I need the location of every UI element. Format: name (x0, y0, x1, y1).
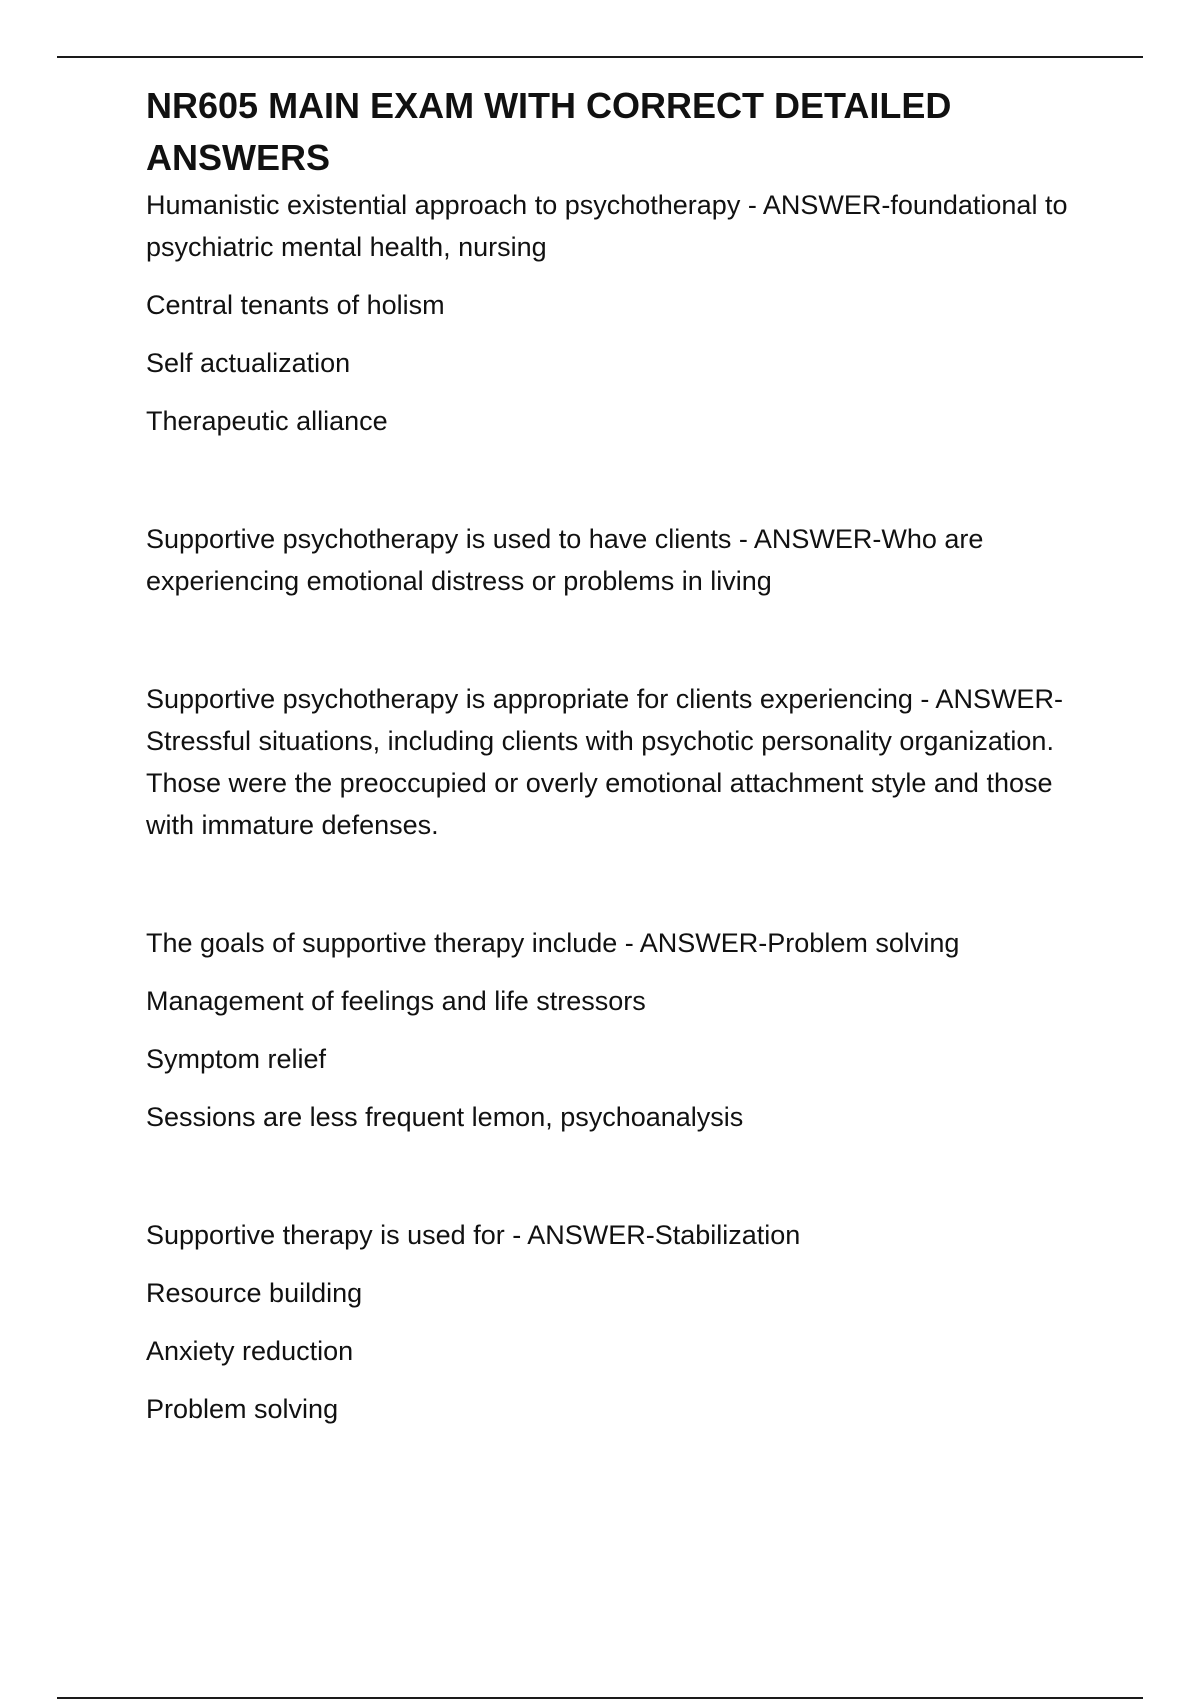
question-answer: The goals of supportive therapy include - ANSWER-Problem solving (146, 928, 960, 958)
bottom-rule (57, 1697, 1143, 1699)
question-answer: Supportive therapy is used for - ANSWER-Stabilization (146, 1220, 801, 1250)
qa-section-3 (146, 678, 1086, 846)
top-rule (57, 56, 1143, 58)
answer-line: Self actualization (146, 348, 351, 378)
question-answer: Supportive psychotherapy is appropriate for clients experiencing - ANSWER-Stressful situations, including clients with psychotic personality organization. Those were the preoccupied or overly emotional attachment style and those with immature defenses. (146, 684, 1063, 840)
answer-line: Therapeutic alliance (146, 406, 388, 436)
question-answer: Supportive psychotherapy is used to have clients - ANSWER-Who are experiencing emotional distress or problems in living (146, 524, 984, 596)
answer-line: Anxiety reduction (146, 1336, 354, 1366)
qa-section-4 (146, 922, 1086, 1138)
question-answer: Humanistic existential approach to psychotherapy - ANSWER-foundational to psychiatric mental health, nursing (146, 190, 1068, 262)
answer-line: Resource building (146, 1278, 363, 1308)
document-title: NR605 MAIN EXAM WITH CORRECT DETAILED ANSWERS (146, 85, 952, 178)
answer-line: Symptom relief (146, 1044, 327, 1074)
answer-line: Sessions are less frequent lemon, psychoanalysis (146, 1102, 744, 1132)
answer-line: Central tenants of holism (146, 290, 445, 320)
document-body (146, 80, 1086, 1430)
qa-section-1 (146, 184, 1086, 442)
answer-line: Problem solving (146, 1394, 339, 1424)
qa-section-5 (146, 1214, 1086, 1430)
answer-line: Management of feelings and life stressors (146, 986, 646, 1016)
qa-section-2 (146, 518, 1086, 602)
